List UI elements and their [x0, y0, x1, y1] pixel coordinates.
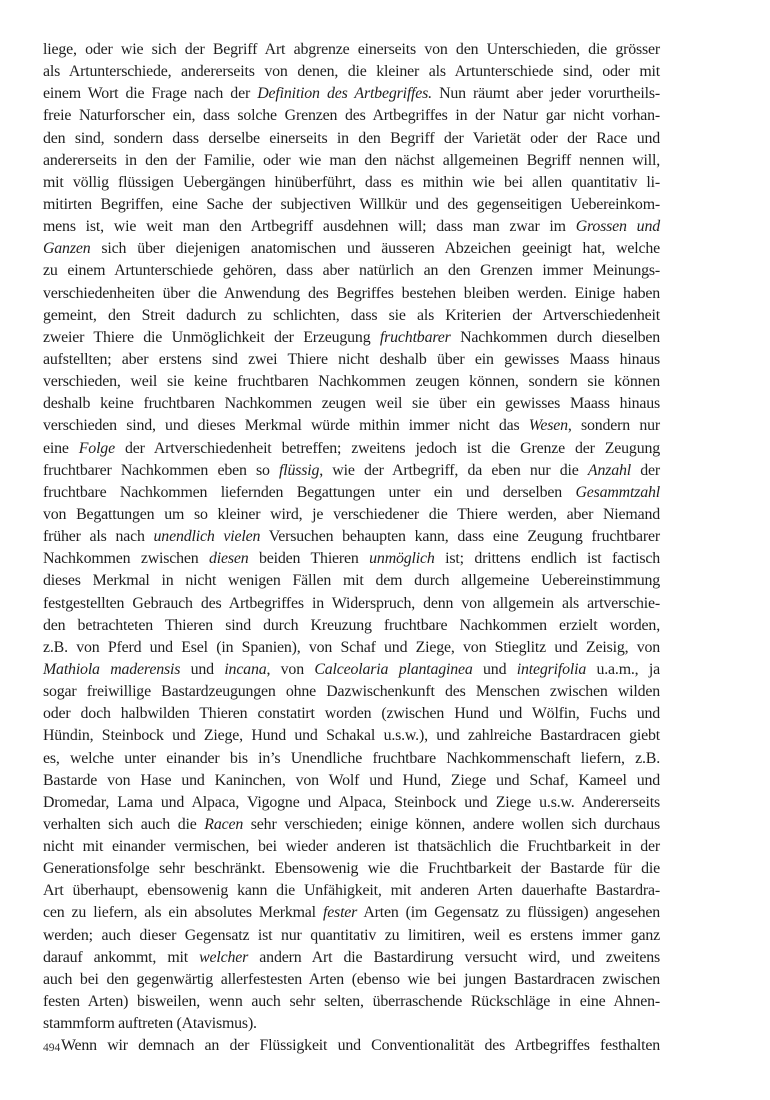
text-run: festen Arten) bisweilen, wenn auch sehr selten, überraschende Rückschläge in eine Ahnen- [43, 993, 660, 1011]
text-run: und [180, 660, 225, 678]
text-line [43, 969, 660, 991]
text-line [43, 438, 660, 460]
text-line [43, 39, 660, 61]
text-run: früher als nach [43, 528, 154, 546]
text-run: gemeint, den Streit dadurch zu schlichten, dass sie als Kriterien der Artverschiedenheit [43, 306, 660, 324]
text-line [43, 504, 660, 526]
text-line [43, 681, 660, 703]
text-line [43, 371, 660, 393]
text-run: beiden Thieren [248, 550, 370, 568]
text-line [43, 570, 660, 592]
text-line [43, 1013, 660, 1035]
text-run: eine [43, 439, 79, 457]
text-line [43, 526, 660, 548]
text-run: Bastarde von Hase und Kaninchen, von Wolf und Hund, Ziege und Schaf, Kameel und [43, 771, 660, 789]
text-run: , sondern nur [567, 417, 660, 435]
italic-text: fester [322, 904, 358, 922]
text-run: , von [266, 660, 315, 678]
text-run: einem Wort die Frage nach der [43, 85, 258, 103]
text-run: Generationsfolge sehr beschränkt. Ebensowenig wie die Fruchtbarkeit der Bastarde für die [43, 860, 660, 878]
text-run: der Artverschiedenheit betreffen; zweitens jedoch ist die Grenze der Zeugung [114, 439, 660, 457]
text-line [43, 947, 660, 969]
text-run: Nun räumt aber jeder vorurtheils- [431, 85, 661, 103]
text-line [43, 194, 660, 216]
text-line [43, 858, 660, 880]
text-run: zu einem Artunterschiede gehören, dass aber natürlich an den Grenzen immer Meinungs- [43, 262, 660, 280]
text-run: oder doch halbwilden Thieren constatirt worden (zwischen Hund und Wölfin, Fuchs und [43, 705, 660, 723]
text-run: Dromedar, Lama und Alpaca, Vigogne und Alpaca, Steinbock und Ziege u.s.w. Andererseits [43, 793, 660, 811]
italic-text: Calceolaria plantaginea [314, 660, 473, 678]
text-run: andererseits in den der Familie, oder wie man den nächst allgemeinen Begriff nennen will, [43, 151, 660, 169]
text-run: auch bei den gegenwärtig allerfestesten Arten (ebenso wie bei jungen Bastardracen zwischen [43, 970, 660, 988]
text-run: cen zu liefern, als ein absolutes Merkmal [43, 904, 323, 922]
text-run: den sind, sondern dass derselbe einerseits in den Begriff der Varietät oder der Race und [43, 129, 660, 147]
text-line [43, 703, 660, 725]
text-line [43, 393, 660, 415]
italic-text: flüssig [279, 461, 320, 479]
text-line [43, 770, 660, 792]
text-run: Nachkommen zwischen [43, 550, 210, 568]
text-run: deshalb keine fruchtbaren Nachkommen zeugen weil sie über ein gewisses Maass hinaus [43, 395, 660, 413]
text-run: Hündin, Steinbock und Ziege, Hund und Schakal u.s.w.), und zahlreiche Bastardracen giebt [43, 727, 660, 745]
text-line [43, 238, 660, 260]
text-line [43, 172, 660, 194]
italic-text: Racen [204, 815, 244, 833]
text-line [43, 593, 660, 615]
text-run: darauf ankommt, mit [43, 948, 200, 966]
text-run: sehr verschieden; einige können, andere wollen sich durchaus [243, 815, 660, 833]
text-line [43, 349, 660, 371]
text-run: ist; drittens endlich ist factisch [434, 550, 660, 568]
text-line [43, 83, 660, 105]
italic-text: Anzahl [587, 461, 631, 479]
text-run: sich über diejenigen anatomischen und äusseren Abzeichen geeinigt hat, welche [90, 240, 660, 258]
text-line [43, 880, 660, 902]
italic-text: welcher [199, 948, 249, 966]
body-text [43, 39, 660, 1057]
text-line [43, 925, 660, 947]
text-run: sogar freiwillige Bastardzeugungen ohne Dazwischenkunft des Menschen zwischen wilden [43, 683, 660, 701]
italic-text: incana [224, 660, 267, 678]
text-line [43, 260, 660, 282]
italic-text: Folge [78, 439, 115, 457]
text-run: Art überhaupt, ebensowenig kann die Unfähigkeit, mit anderen Arten dauerhafte Bastardra- [43, 882, 660, 900]
text-run: Nachkommen durch dieselben [450, 328, 660, 346]
text-line [43, 216, 660, 238]
text-line [43, 748, 660, 770]
text-line [43, 548, 660, 570]
text-line [43, 415, 660, 437]
text-line [43, 327, 660, 349]
text-run: von Begattungen um so kleiner wird, je verschiedener die Thiere werden, aber Niemand [43, 505, 660, 523]
text-line [43, 637, 660, 659]
text-line [43, 902, 660, 924]
text-run: liege, oder wie sich der Begriff Art abgrenze einerseits von den Unterschieden, die grösser [43, 41, 660, 58]
text-line [43, 283, 660, 305]
text-line [43, 814, 660, 836]
text-run: Versuchen behaupten kann, dass eine Zeugung fruchtbarer [260, 528, 661, 546]
text-run: mitirten Begriffen, eine Sache der subjectiven Willkür und des gegenseitigen Uebereinkom- [43, 195, 660, 213]
italic-text: Wesen [528, 417, 568, 435]
text-run: z.B. von Pferd und Esel (in Spanien), von Schaf und Ziege, von Stieglitz und Zeisig, von [43, 638, 660, 656]
text-run: nicht mit einander vermischen, bei wieder anderen ist thatsächlich die Fruchtbarkeit in der [43, 838, 660, 856]
italic-text: diesen [209, 550, 249, 568]
text-run: stammform auftreten (Atavismus). [43, 1015, 257, 1033]
text-run: verschiedenheiten über die Anwendung des Begriffes bestehen bleiben werden. Einige haben [43, 284, 660, 302]
text-line [43, 1035, 660, 1057]
text-line [43, 305, 660, 327]
italic-text: Gesammtzahl [575, 483, 660, 501]
text-run: festgestellten Gebrauch des Artbegriffes in Widerspruch, denn von allgemein als artverschie- [43, 594, 660, 612]
text-run: den betrachteten Thieren sind durch Kreuzung fruchtbare Nachkommen erzielt worden, [43, 616, 660, 634]
italic-text: Grossen und [575, 218, 660, 236]
text-run: Wenn wir demnach an der Flüssigkeit und Conventionalität des Artbegriffes festhalten [61, 1037, 660, 1055]
text-run: fruchtbarer Nachkommen eben so [43, 461, 279, 479]
page-number: 494 [43, 1042, 61, 1054]
italic-text: fruchtbarer [379, 328, 451, 346]
text-line [43, 659, 660, 681]
text-run: als Artunterschiede, andererseits von denen, die kleiner als Artunterschiede sind, oder mit [43, 63, 660, 81]
text-run: es, welche unter einander bis in’s Unendliche fruchtbare Nachkommenschaft liefern, z.B. [43, 749, 660, 767]
text-line [43, 615, 660, 637]
text-run: verschieden sind, und dieses Merkmal würde mithin immer nicht das [43, 417, 529, 435]
text-run: aufstellten; aber erstens sind zwei Thiere nicht deshalb über ein gewisses Maass hinaus [43, 350, 660, 368]
text-line [43, 991, 660, 1013]
text-run: zweier Thiere die Unmöglichkeit der Erzeugung [43, 328, 380, 346]
text-line [43, 836, 660, 858]
italic-text: unmöglich [369, 550, 435, 568]
text-line [43, 61, 660, 83]
text-run: der [630, 461, 660, 479]
text-run: mens ist, wie weit man den Artbegriff ausdehnen will; dass man zwar im [43, 218, 576, 236]
text-run: mit völlig flüssigen Uebergängen hinüberführt, dass es mithin wie bei allen quantitativ li- [43, 173, 660, 191]
text-run: u.a.m., ja [586, 660, 660, 678]
text-run: andern Art die Bastardirung versucht wird, und zweitens [248, 948, 661, 966]
italic-text: Ganzen [43, 240, 91, 258]
italic-text: unendlich vielen [153, 528, 261, 546]
italic-text: Definition des Artbegriffes. [257, 85, 432, 103]
text-line [43, 105, 660, 127]
text-line [43, 725, 660, 747]
text-run: werden; auch dieser Gegensatz ist nur quantitativ zu limitiren, weil es erstens immer ganz [43, 926, 660, 944]
text-run: und [472, 660, 517, 678]
text-run: verhalten sich auch die [43, 815, 205, 833]
text-run: fruchtbare Nachkommen liefernden Begattungen unter ein und derselben [43, 483, 576, 501]
italic-text: Mathiola maderensis [43, 660, 181, 678]
text-run: freie Naturforscher ein, dass solche Grenzen des Artbegriffes in der Natur gar nicht vorhan- [43, 107, 660, 125]
text-run: dieses Merkmal in nicht wenigen Fällen mit dem durch allgemeine Uebereinstimmung [43, 572, 660, 590]
text-line [43, 150, 660, 172]
text-line [43, 460, 660, 482]
text-run: Arten (im Gegensatz zu flüssigen) angesehen [357, 904, 661, 922]
italic-text: integrifolia [516, 660, 587, 678]
text-line [43, 128, 660, 150]
text-run: verschieden, weil sie keine fruchtbaren Nachkommen zeugen können, sondern sie können [43, 373, 660, 391]
text-line [43, 792, 660, 814]
text-line [43, 482, 660, 504]
text-run: , wie der Artbegriff, da eben nur die [319, 461, 588, 479]
